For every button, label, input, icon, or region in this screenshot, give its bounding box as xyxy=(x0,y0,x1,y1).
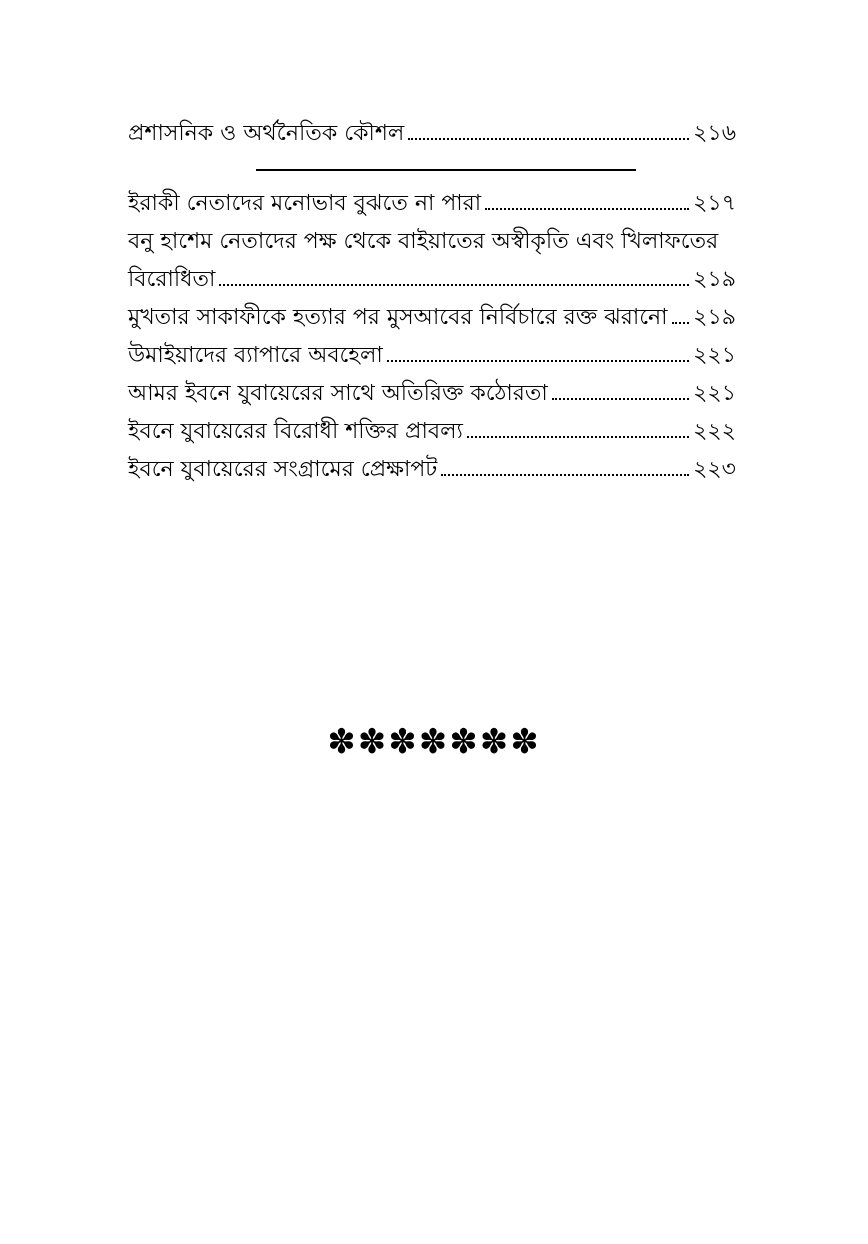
toc-entry[interactable] xyxy=(128,299,736,337)
toc-entry[interactable] xyxy=(128,337,736,375)
toc-entry-title: আমর ইবনে যুবায়েরের সাথে অতিরিক্ত কঠোরতা xyxy=(128,381,548,406)
toc-leader-dots xyxy=(672,322,690,324)
toc-entry-page: ২১৯ xyxy=(693,305,736,330)
toc-leader-dots xyxy=(552,398,689,400)
toc-leader-dots xyxy=(219,284,689,286)
toc-entry[interactable] xyxy=(128,185,736,223)
toc-entry-page: ২২৩ xyxy=(693,457,736,482)
toc-leader-dots xyxy=(441,474,689,476)
toc-entry[interactable] xyxy=(128,261,736,299)
toc-entry-page: ২১৭ xyxy=(693,191,736,216)
toc-entry[interactable] xyxy=(128,115,736,153)
table-of-contents xyxy=(128,115,736,489)
toc-entry[interactable] xyxy=(128,451,736,489)
toc-entry-title: ইবনে যুবায়েরের বিরোধী শক্তির প্রাবল্য xyxy=(128,419,463,444)
toc-entry-title: মুখতার সাকাফীকে হত্যার পর মুসআবের নির্বিচারে রক্ত ঝরানো xyxy=(128,305,668,330)
toc-entry-page: ২১৬ xyxy=(693,121,736,146)
toc-entry-page: ২২১ xyxy=(693,381,736,406)
toc-entry-title: উমাইয়াদের ব্যাপারে অবহেলা xyxy=(128,343,383,368)
toc-entry-title-line2: বিরোধিতা xyxy=(128,267,216,292)
toc-leader-dots xyxy=(387,360,689,362)
toc-entry-title: ইবনে যুবায়েরের সংগ্রামের প্রেক্ষাপট xyxy=(128,457,438,482)
toc-entry-title: প্রশাসনিক ও অর্থনৈতিক কৌশল xyxy=(128,121,405,146)
decorative-asterisk-divider: ✽✽✽✽✽✽✽ xyxy=(327,722,541,762)
toc-leader-dots xyxy=(467,436,689,438)
toc-entry[interactable] xyxy=(128,375,736,413)
toc-entry-page: ২২১ xyxy=(693,343,736,368)
toc-leader-dots xyxy=(408,138,689,140)
toc-entry-title-line1[interactable]: বনু হাশেম নেতাদের পক্ষ থেকে বাইয়াতের অস্বীকৃতি এবং খিলাফতের xyxy=(128,229,719,254)
toc-entry-page: ২২২ xyxy=(693,419,736,444)
section-divider xyxy=(256,169,636,171)
toc-entry-title: ইরাকী নেতাদের মনোভাব বুঝতে না পারা xyxy=(128,191,482,216)
toc-entry-page: ২১৯ xyxy=(693,267,736,292)
toc-leader-dots xyxy=(485,208,689,210)
toc-entry[interactable] xyxy=(128,413,736,451)
